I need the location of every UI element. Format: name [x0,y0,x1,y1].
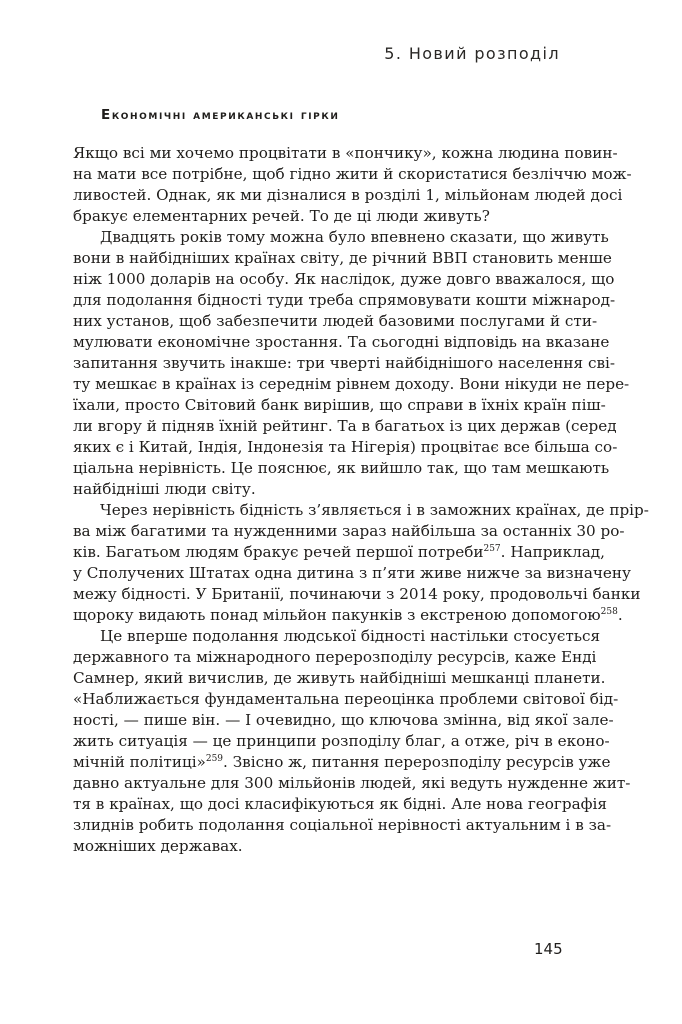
text-line: можніших державах. [73,837,243,855]
text-line: найбідніші люди світу. [73,480,256,498]
text-line: на мати все потрібне, щоб гідно жити й скористатися безліччю мож- [73,165,632,183]
text-line: вони в найбідніших країнах світу, де річний ВВП становить менше [73,249,612,267]
text-line: них установ, щоб забезпечити людей базовими послугами й сти- [73,312,598,330]
text-line: ності, — пише він. — І очевидно, що ключова змінна, від якої зале- [73,711,614,729]
text-line: давно актуальне для 300 мільйонів людей, які ведуть нужденне жит- [73,774,631,792]
footnote-ref-257[interactable]: 257 [483,544,501,554]
text-segment: . [617,606,623,624]
text-line: їхали, просто Світовий банк вирішив, що справи в їхніх країн піш- [73,396,606,414]
page-number: 145 [534,940,563,958]
text-line: ли вгору й підняв їхній рейтинг. Та в багатьох із цих держав (серед [73,417,617,435]
text-line: Це вперше подолання людської бідності настільки стосується [100,627,601,645]
text-line: тя в країнах, що досі класифікуються як бідні. Але нова географія [73,795,607,813]
text-line: запитання звучить інакше: три чверті найбіднішого населення сві- [73,354,615,372]
section-title: Економічні американські гірки [101,107,340,123]
paragraph-3 [73,500,649,626]
text-line: мулювати економічне зростання. Та сьогодні відповідь на вказане [73,333,610,351]
text-segment: щороку видають понад мільйон пакунків з екстреною допомогою [73,606,601,624]
text-line: яких є і Китай, Індія, Індонезія та Нігерія) процвітає все більша со- [73,438,618,456]
text-line: ва між багатими та нужденними зараз найбільша за останніх 30 ро- [73,522,625,540]
text-line: межу бідності. У Британії, починаючи з 2014 року, продовольчі банки [73,585,641,603]
text-line: жить ситуація — це принципи розподілу благ, а отже, річ в еконо- [73,732,610,750]
running-head: 5. Новий розподіл [384,44,560,63]
text-line: Двадцять років тому можна було впевнено сказати, що живуть [100,228,609,246]
text-line-with-note [73,752,611,773]
text-line: ту мешкає в країнах із середнім рівнем доходу. Вони нікуди не пере- [73,375,630,393]
text-line: бракує елементарних речей. То де ці люди живуть? [73,207,490,225]
text-line: для подолання бідності туди треба спрямовувати кошти міжнарод- [73,291,616,309]
text-line: Через нерівність бідність з’являється і в заможних країнах, де прір- [100,501,649,519]
paragraph-4 [73,626,631,857]
body-text [73,143,649,857]
paragraph-2 [73,227,630,500]
text-line-with-note [73,605,623,626]
text-line: ціальна нерівність. Це пояснює, як вийшло так, що там мешкають [73,459,610,477]
text-segment: ків. Багатьом людям бракує речей першої потреби [73,543,484,561]
text-segment: мічній політиці» [73,753,206,771]
paragraph-1 [73,143,632,227]
text-line: ніж 1000 доларів на особу. Як наслідок, дуже довго вважалося, що [73,270,615,288]
text-line: Якщо всі ми хочемо процвітати в «пончику», кожна людина повин- [73,144,618,162]
text-line: державного та міжнародного перерозподілу ресурсів, каже Енді [73,648,597,666]
footnote-ref-258[interactable]: 258 [600,607,618,617]
text-segment: . Наприклад, [500,543,605,561]
text-line-with-note [73,542,605,563]
footnote-ref-259[interactable]: 259 [205,754,224,764]
text-line: злиднів робить подолання соціальної нерівності актуальним і в за- [73,816,612,834]
text-line: ливостей. Однак, як ми дізналися в розділі 1, мільйонам людей досі [73,186,623,204]
text-segment: . Звісно ж, питання перерозподілу ресурсів уже [223,753,611,771]
text-line: «Наближається фундаментальна переоцінка проблеми світової бід- [73,690,619,708]
text-line: у Сполучених Штатах одна дитина з п’яти живе нижче за визначену [73,564,631,582]
text-line: Самнер, який вичислив, де живуть найбідніші мешканці планети. [73,669,606,687]
